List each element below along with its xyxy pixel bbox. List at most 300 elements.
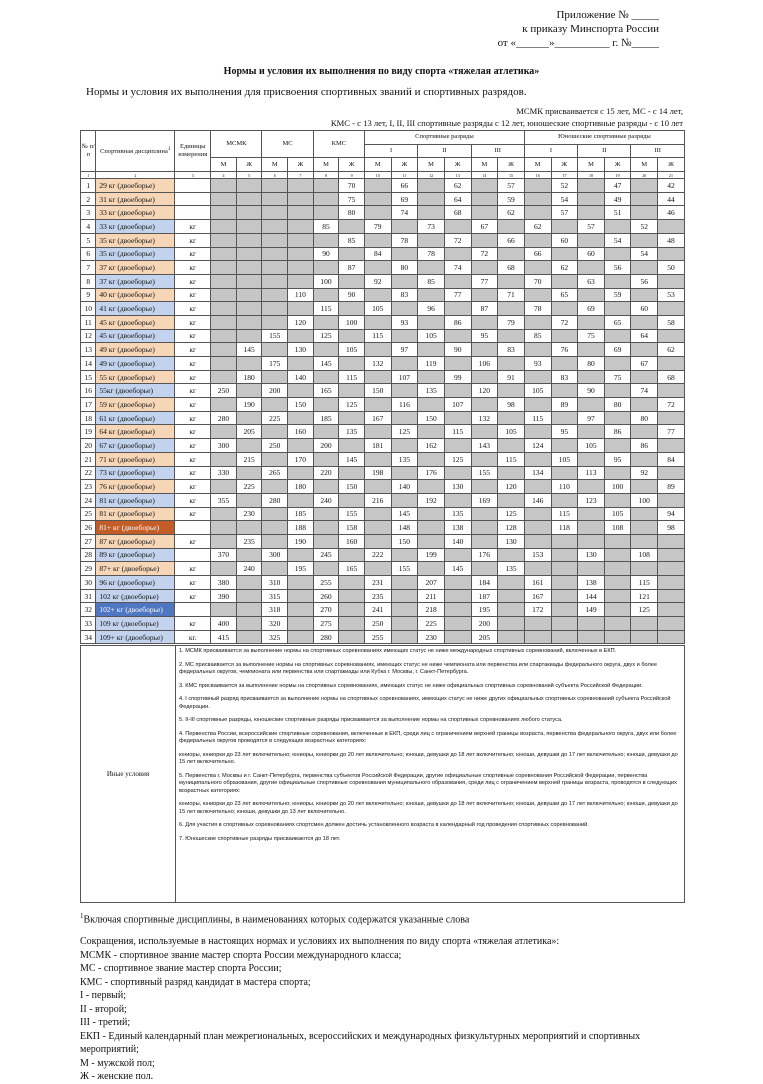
table-row xyxy=(81,274,685,288)
row-value: 315 xyxy=(262,589,288,603)
age-note-2: КМС - с 13 лет, I, II, III спортивные разряды с 12 лет, юношеские спортивные разряды - с 10 лет xyxy=(330,118,683,128)
row-value xyxy=(604,466,631,480)
row-value xyxy=(524,630,551,644)
row-value xyxy=(211,603,237,617)
row-value xyxy=(444,274,471,288)
row-value: 60 xyxy=(551,233,578,247)
row-value: 325 xyxy=(262,630,288,644)
row-value: 270 xyxy=(313,603,339,617)
row-value: 145 xyxy=(339,452,365,466)
row-value xyxy=(288,548,314,562)
row-value: 225 xyxy=(236,480,262,494)
row-value: 165 xyxy=(313,384,339,398)
row-value: 145 xyxy=(444,562,471,576)
row-value xyxy=(631,288,658,302)
row-value: 90 xyxy=(444,343,471,357)
row-value: 62 xyxy=(498,206,525,220)
row-value: 78 xyxy=(418,247,445,261)
row-value xyxy=(262,562,288,576)
row-unit: кг xyxy=(175,357,211,371)
row-value xyxy=(578,452,605,466)
column-number: 19 xyxy=(604,172,631,179)
row-value xyxy=(364,521,391,535)
row-value: 90 xyxy=(339,288,365,302)
row-value: 74 xyxy=(631,384,658,398)
row-value xyxy=(211,480,237,494)
row-unit: кг xyxy=(175,425,211,439)
row-number: 2 xyxy=(81,192,96,206)
row-value: 67 xyxy=(631,357,658,371)
row-value xyxy=(262,370,288,384)
row-unit: кг xyxy=(175,370,211,384)
table-row xyxy=(81,466,685,480)
row-value xyxy=(391,630,418,644)
row-discipline: 49 кг (двоеборье) xyxy=(96,357,175,371)
row-value xyxy=(211,562,237,576)
row-unit: кг xyxy=(175,384,211,398)
row-value: 68 xyxy=(498,261,525,275)
row-value: 260 xyxy=(313,589,339,603)
row-discipline: 37 кг (двоеборье) xyxy=(96,274,175,288)
row-discipline: 33 кг (двоеборье) xyxy=(96,206,175,220)
row-value: 187 xyxy=(471,589,498,603)
row-value xyxy=(551,630,578,644)
row-unit: кг xyxy=(175,288,211,302)
row-value: 181 xyxy=(364,439,391,453)
row-value xyxy=(418,425,445,439)
row-value xyxy=(364,480,391,494)
column-number: 21 xyxy=(658,172,685,179)
row-value xyxy=(418,192,445,206)
header-kms: КМС xyxy=(313,131,364,158)
row-unit xyxy=(175,603,211,617)
row-value xyxy=(339,302,365,316)
row-number: 28 xyxy=(81,548,96,562)
row-value: 44 xyxy=(658,192,685,206)
row-discipline: 89 кг (двоеборье) xyxy=(96,548,175,562)
row-value xyxy=(339,274,365,288)
row-value xyxy=(262,343,288,357)
rank-label: II xyxy=(418,144,471,158)
row-value xyxy=(631,425,658,439)
row-value xyxy=(313,562,339,576)
row-value: 84 xyxy=(658,452,685,466)
row-value: 57 xyxy=(551,206,578,220)
row-value: 93 xyxy=(391,315,418,329)
rank-label: III xyxy=(631,144,685,158)
row-value: 76 xyxy=(551,343,578,357)
row-value xyxy=(339,466,365,480)
row-value: 211 xyxy=(418,589,445,603)
row-value xyxy=(444,357,471,371)
row-number: 4 xyxy=(81,220,96,234)
row-value xyxy=(631,315,658,329)
table-row xyxy=(81,233,685,247)
gender-w: Ж xyxy=(551,158,578,172)
row-number: 10 xyxy=(81,302,96,316)
row-value: 62 xyxy=(524,220,551,234)
row-value: 98 xyxy=(498,398,525,412)
gender-w: Ж xyxy=(498,158,525,172)
row-value xyxy=(262,247,288,261)
row-value xyxy=(262,534,288,548)
row-value xyxy=(551,603,578,617)
gender-w: Ж xyxy=(288,158,314,172)
row-value xyxy=(313,534,339,548)
row-value xyxy=(288,274,314,288)
row-value xyxy=(364,398,391,412)
row-value xyxy=(578,233,605,247)
row-value: 80 xyxy=(391,261,418,275)
row-value: 300 xyxy=(211,439,237,453)
row-value xyxy=(236,192,262,206)
row-value xyxy=(631,398,658,412)
row-value xyxy=(604,274,631,288)
row-value: 255 xyxy=(364,630,391,644)
row-value xyxy=(578,179,605,193)
row-value xyxy=(236,384,262,398)
row-value: 355 xyxy=(211,493,237,507)
row-value: 140 xyxy=(288,370,314,384)
row-value: 77 xyxy=(444,288,471,302)
row-value: 108 xyxy=(631,548,658,562)
row-value xyxy=(578,617,605,631)
row-value xyxy=(524,562,551,576)
row-number: 7 xyxy=(81,261,96,275)
row-value xyxy=(288,630,314,644)
row-value xyxy=(498,548,525,562)
row-number: 5 xyxy=(81,233,96,247)
row-value xyxy=(578,315,605,329)
row-value xyxy=(418,480,445,494)
row-value xyxy=(211,370,237,384)
row-value xyxy=(236,274,262,288)
row-value xyxy=(236,288,262,302)
row-unit: кг xyxy=(175,562,211,576)
row-value: 100 xyxy=(604,480,631,494)
row-unit xyxy=(175,179,211,193)
condition-item: 5. II-III спортивные разряды, юношеские спортивные разряды присваивается за выполнение нормы на спортивных соревнованиях любого статуса. xyxy=(179,717,563,723)
row-value xyxy=(551,534,578,548)
row-value xyxy=(418,534,445,548)
row-value xyxy=(498,247,525,261)
row-value xyxy=(658,534,685,548)
row-value xyxy=(444,220,471,234)
row-value: 115 xyxy=(444,425,471,439)
row-value xyxy=(578,192,605,206)
row-unit: кг xyxy=(175,247,211,261)
row-value: 95 xyxy=(471,329,498,343)
row-value xyxy=(498,302,525,316)
row-value: 188 xyxy=(288,521,314,535)
row-value xyxy=(524,315,551,329)
row-number: 19 xyxy=(81,425,96,439)
row-value: 91 xyxy=(498,370,525,384)
condition-item: 5. Первенства г. Москвы и г. Санкт-Петербурга, первенства субъектов Российской Федерации, другие официальные спортивные соревнования Российской Федерации, первенства муниципального образования, другие официальные спортивные соревнования муниципального образования, среди лиц с ограничением верхней границы возраста, проводятся в следующих возрастных категориях: xyxy=(179,772,677,794)
row-number: 17 xyxy=(81,398,96,412)
row-value xyxy=(498,357,525,371)
row-value xyxy=(313,233,339,247)
row-number: 29 xyxy=(81,562,96,576)
row-value: 105 xyxy=(604,507,631,521)
row-value: 200 xyxy=(262,384,288,398)
row-value xyxy=(658,617,685,631)
row-value: 160 xyxy=(288,425,314,439)
row-number: 9 xyxy=(81,288,96,302)
row-value xyxy=(211,302,237,316)
row-value xyxy=(236,315,262,329)
row-value xyxy=(236,630,262,644)
row-unit: кг xyxy=(175,261,211,275)
row-value: 144 xyxy=(578,589,605,603)
row-value xyxy=(262,452,288,466)
row-value xyxy=(313,521,339,535)
row-value: 118 xyxy=(551,521,578,535)
row-value xyxy=(262,521,288,535)
row-value xyxy=(551,411,578,425)
row-value xyxy=(418,179,445,193)
row-value: 150 xyxy=(288,398,314,412)
row-value: 71 xyxy=(498,288,525,302)
row-value: 54 xyxy=(631,247,658,261)
row-value: 390 xyxy=(211,589,237,603)
abbreviation-line: ЕКП - Единый календарный план межрегиональных, всероссийских и международных физкультурных мероприятий и спортивных мероприятий; xyxy=(80,1030,641,1055)
table-row xyxy=(81,589,685,603)
row-value xyxy=(262,315,288,329)
row-value xyxy=(364,343,391,357)
row-value xyxy=(471,288,498,302)
row-value xyxy=(444,548,471,562)
table-row xyxy=(81,247,685,261)
row-value: 105 xyxy=(498,425,525,439)
header-units: Единицы измерения xyxy=(175,131,211,172)
row-discipline: 102 кг (двоеборье) xyxy=(96,589,175,603)
row-value xyxy=(364,315,391,329)
row-value xyxy=(631,192,658,206)
row-value: 184 xyxy=(471,576,498,590)
row-value: 60 xyxy=(578,247,605,261)
header-order-line: к приказу Минспорта России xyxy=(522,23,659,35)
row-value: 48 xyxy=(658,233,685,247)
header-date-line: от «______»__________ г. №_____ xyxy=(497,37,659,49)
row-value xyxy=(658,630,685,644)
row-number: 33 xyxy=(81,617,96,631)
abbreviation-line: Сокращения, используемые в настоящих нормах и условиях их выполнения по виду спорта «тяжелая атлетика»: xyxy=(80,936,560,947)
row-value: 62 xyxy=(444,179,471,193)
row-value xyxy=(471,534,498,548)
row-value: 135 xyxy=(391,452,418,466)
row-value xyxy=(236,247,262,261)
row-unit: кг xyxy=(175,452,211,466)
row-value: 115 xyxy=(524,411,551,425)
row-value xyxy=(578,562,605,576)
row-value: 106 xyxy=(471,357,498,371)
row-value xyxy=(364,425,391,439)
row-value xyxy=(339,576,365,590)
row-discipline: 40 кг (двоеборье) xyxy=(96,288,175,302)
row-value xyxy=(288,576,314,590)
row-value xyxy=(551,548,578,562)
table-row xyxy=(81,288,685,302)
row-value xyxy=(578,534,605,548)
table-row xyxy=(81,411,685,425)
row-value xyxy=(551,357,578,371)
row-value: 70 xyxy=(339,179,365,193)
row-value: 68 xyxy=(444,206,471,220)
table-row xyxy=(81,562,685,576)
row-value: 155 xyxy=(262,329,288,343)
table-row xyxy=(81,576,685,590)
row-value: 158 xyxy=(339,521,365,535)
row-value: 100 xyxy=(313,274,339,288)
row-value: 330 xyxy=(211,466,237,480)
table-row xyxy=(81,507,685,521)
gender-w: Ж xyxy=(339,158,365,172)
rank-label: II xyxy=(578,144,631,158)
row-discipline: 102+ кг (двоеборье) xyxy=(96,603,175,617)
row-value xyxy=(631,480,658,494)
row-value xyxy=(604,384,631,398)
row-value xyxy=(604,534,631,548)
row-value xyxy=(339,247,365,261)
column-number: 11 xyxy=(391,172,418,179)
row-value xyxy=(551,439,578,453)
row-value xyxy=(498,617,525,631)
row-value: 99 xyxy=(444,370,471,384)
row-value xyxy=(471,206,498,220)
row-value xyxy=(551,466,578,480)
row-value xyxy=(658,466,685,480)
row-discipline: 35 кг (двоеборье) xyxy=(96,247,175,261)
row-value xyxy=(313,507,339,521)
row-value xyxy=(658,384,685,398)
row-value xyxy=(631,630,658,644)
column-number: 20 xyxy=(631,172,658,179)
row-value: 120 xyxy=(471,384,498,398)
row-value xyxy=(211,247,237,261)
condition-item: 6. Для участия в спортивных соревнованиях спортсмен должен достичь установленного возраста в календарный год проведения спортивных соревнований. xyxy=(179,822,589,828)
table-row xyxy=(81,548,685,562)
row-value: 75 xyxy=(578,329,605,343)
row-value: 216 xyxy=(364,493,391,507)
row-value: 241 xyxy=(364,603,391,617)
row-value: 105 xyxy=(339,343,365,357)
row-value xyxy=(391,274,418,288)
row-discipline: 37 кг (двоеборье) xyxy=(96,261,175,275)
row-value xyxy=(524,192,551,206)
row-value xyxy=(211,357,237,371)
row-value xyxy=(578,261,605,275)
row-value: 42 xyxy=(658,179,685,193)
table-row xyxy=(81,192,685,206)
table-row xyxy=(81,452,685,466)
row-number: 32 xyxy=(81,603,96,617)
row-value: 185 xyxy=(313,411,339,425)
row-value: 79 xyxy=(498,315,525,329)
row-value: 69 xyxy=(604,343,631,357)
row-value: 50 xyxy=(658,261,685,275)
row-value xyxy=(262,274,288,288)
row-value: 176 xyxy=(418,466,445,480)
row-value: 83 xyxy=(498,343,525,357)
column-number: 18 xyxy=(578,172,605,179)
row-value xyxy=(418,398,445,412)
row-value: 199 xyxy=(418,548,445,562)
abbreviation-line: КМС - спортивный разряд кандидат в мастера спорта; xyxy=(80,976,311,988)
row-value: 116 xyxy=(391,398,418,412)
rank-label: I xyxy=(364,144,417,158)
condition-item: юниоры, юниорки до 23 лет включительно; юниоры, юниорки до 20 лет включительно; юноши, девушки до 18 лет включительно; юноши, девушки до 17 лет включительно; юноши, девушки до 15 лет включительно; юноши, девушки до 13 лет включительно. xyxy=(179,801,678,815)
column-number: 2 xyxy=(96,172,175,179)
row-value: 72 xyxy=(471,247,498,261)
row-value xyxy=(631,206,658,220)
row-number: 22 xyxy=(81,466,96,480)
row-value xyxy=(262,288,288,302)
row-value xyxy=(524,261,551,275)
row-value xyxy=(211,288,237,302)
row-value xyxy=(288,603,314,617)
row-value xyxy=(604,220,631,234)
row-value: 255 xyxy=(313,576,339,590)
row-discipline: 71 кг (двоеборье) xyxy=(96,452,175,466)
row-value xyxy=(288,357,314,371)
row-value: 245 xyxy=(313,548,339,562)
row-value: 170 xyxy=(288,452,314,466)
row-value xyxy=(418,233,445,247)
document-title: Нормы и условия их выполнения по виду спорта «тяжелая атлетика» xyxy=(223,66,540,77)
row-value: 62 xyxy=(658,343,685,357)
row-value xyxy=(604,562,631,576)
row-discipline: 109 кг (двоеборье) xyxy=(96,617,175,631)
row-value xyxy=(211,507,237,521)
row-value: 205 xyxy=(236,425,262,439)
row-value xyxy=(262,261,288,275)
row-value: 250 xyxy=(364,617,391,631)
other-conditions-block xyxy=(80,645,685,903)
row-value: 105 xyxy=(418,329,445,343)
row-value xyxy=(288,329,314,343)
row-number: 6 xyxy=(81,247,96,261)
row-value xyxy=(262,425,288,439)
row-value xyxy=(262,206,288,220)
row-value: 149 xyxy=(578,603,605,617)
row-value: 80 xyxy=(339,206,365,220)
row-value xyxy=(211,452,237,466)
row-value: 52 xyxy=(631,220,658,234)
row-value: 64 xyxy=(631,329,658,343)
row-value: 175 xyxy=(262,357,288,371)
column-number: 5 xyxy=(236,172,262,179)
row-value xyxy=(262,233,288,247)
row-value: 207 xyxy=(418,576,445,590)
row-discipline: 31 кг (двоеборье) xyxy=(96,192,175,206)
row-value xyxy=(236,466,262,480)
row-number: 3 xyxy=(81,206,96,220)
row-value xyxy=(288,261,314,275)
row-value: 119 xyxy=(418,357,445,371)
row-value xyxy=(418,562,445,576)
row-value xyxy=(339,630,365,644)
row-value: 73 xyxy=(418,220,445,234)
row-value xyxy=(262,192,288,206)
row-value: 185 xyxy=(288,507,314,521)
row-value xyxy=(418,370,445,384)
row-value xyxy=(211,398,237,412)
row-value xyxy=(288,589,314,603)
row-value: 80 xyxy=(604,398,631,412)
row-value xyxy=(578,630,605,644)
row-value xyxy=(339,617,365,631)
